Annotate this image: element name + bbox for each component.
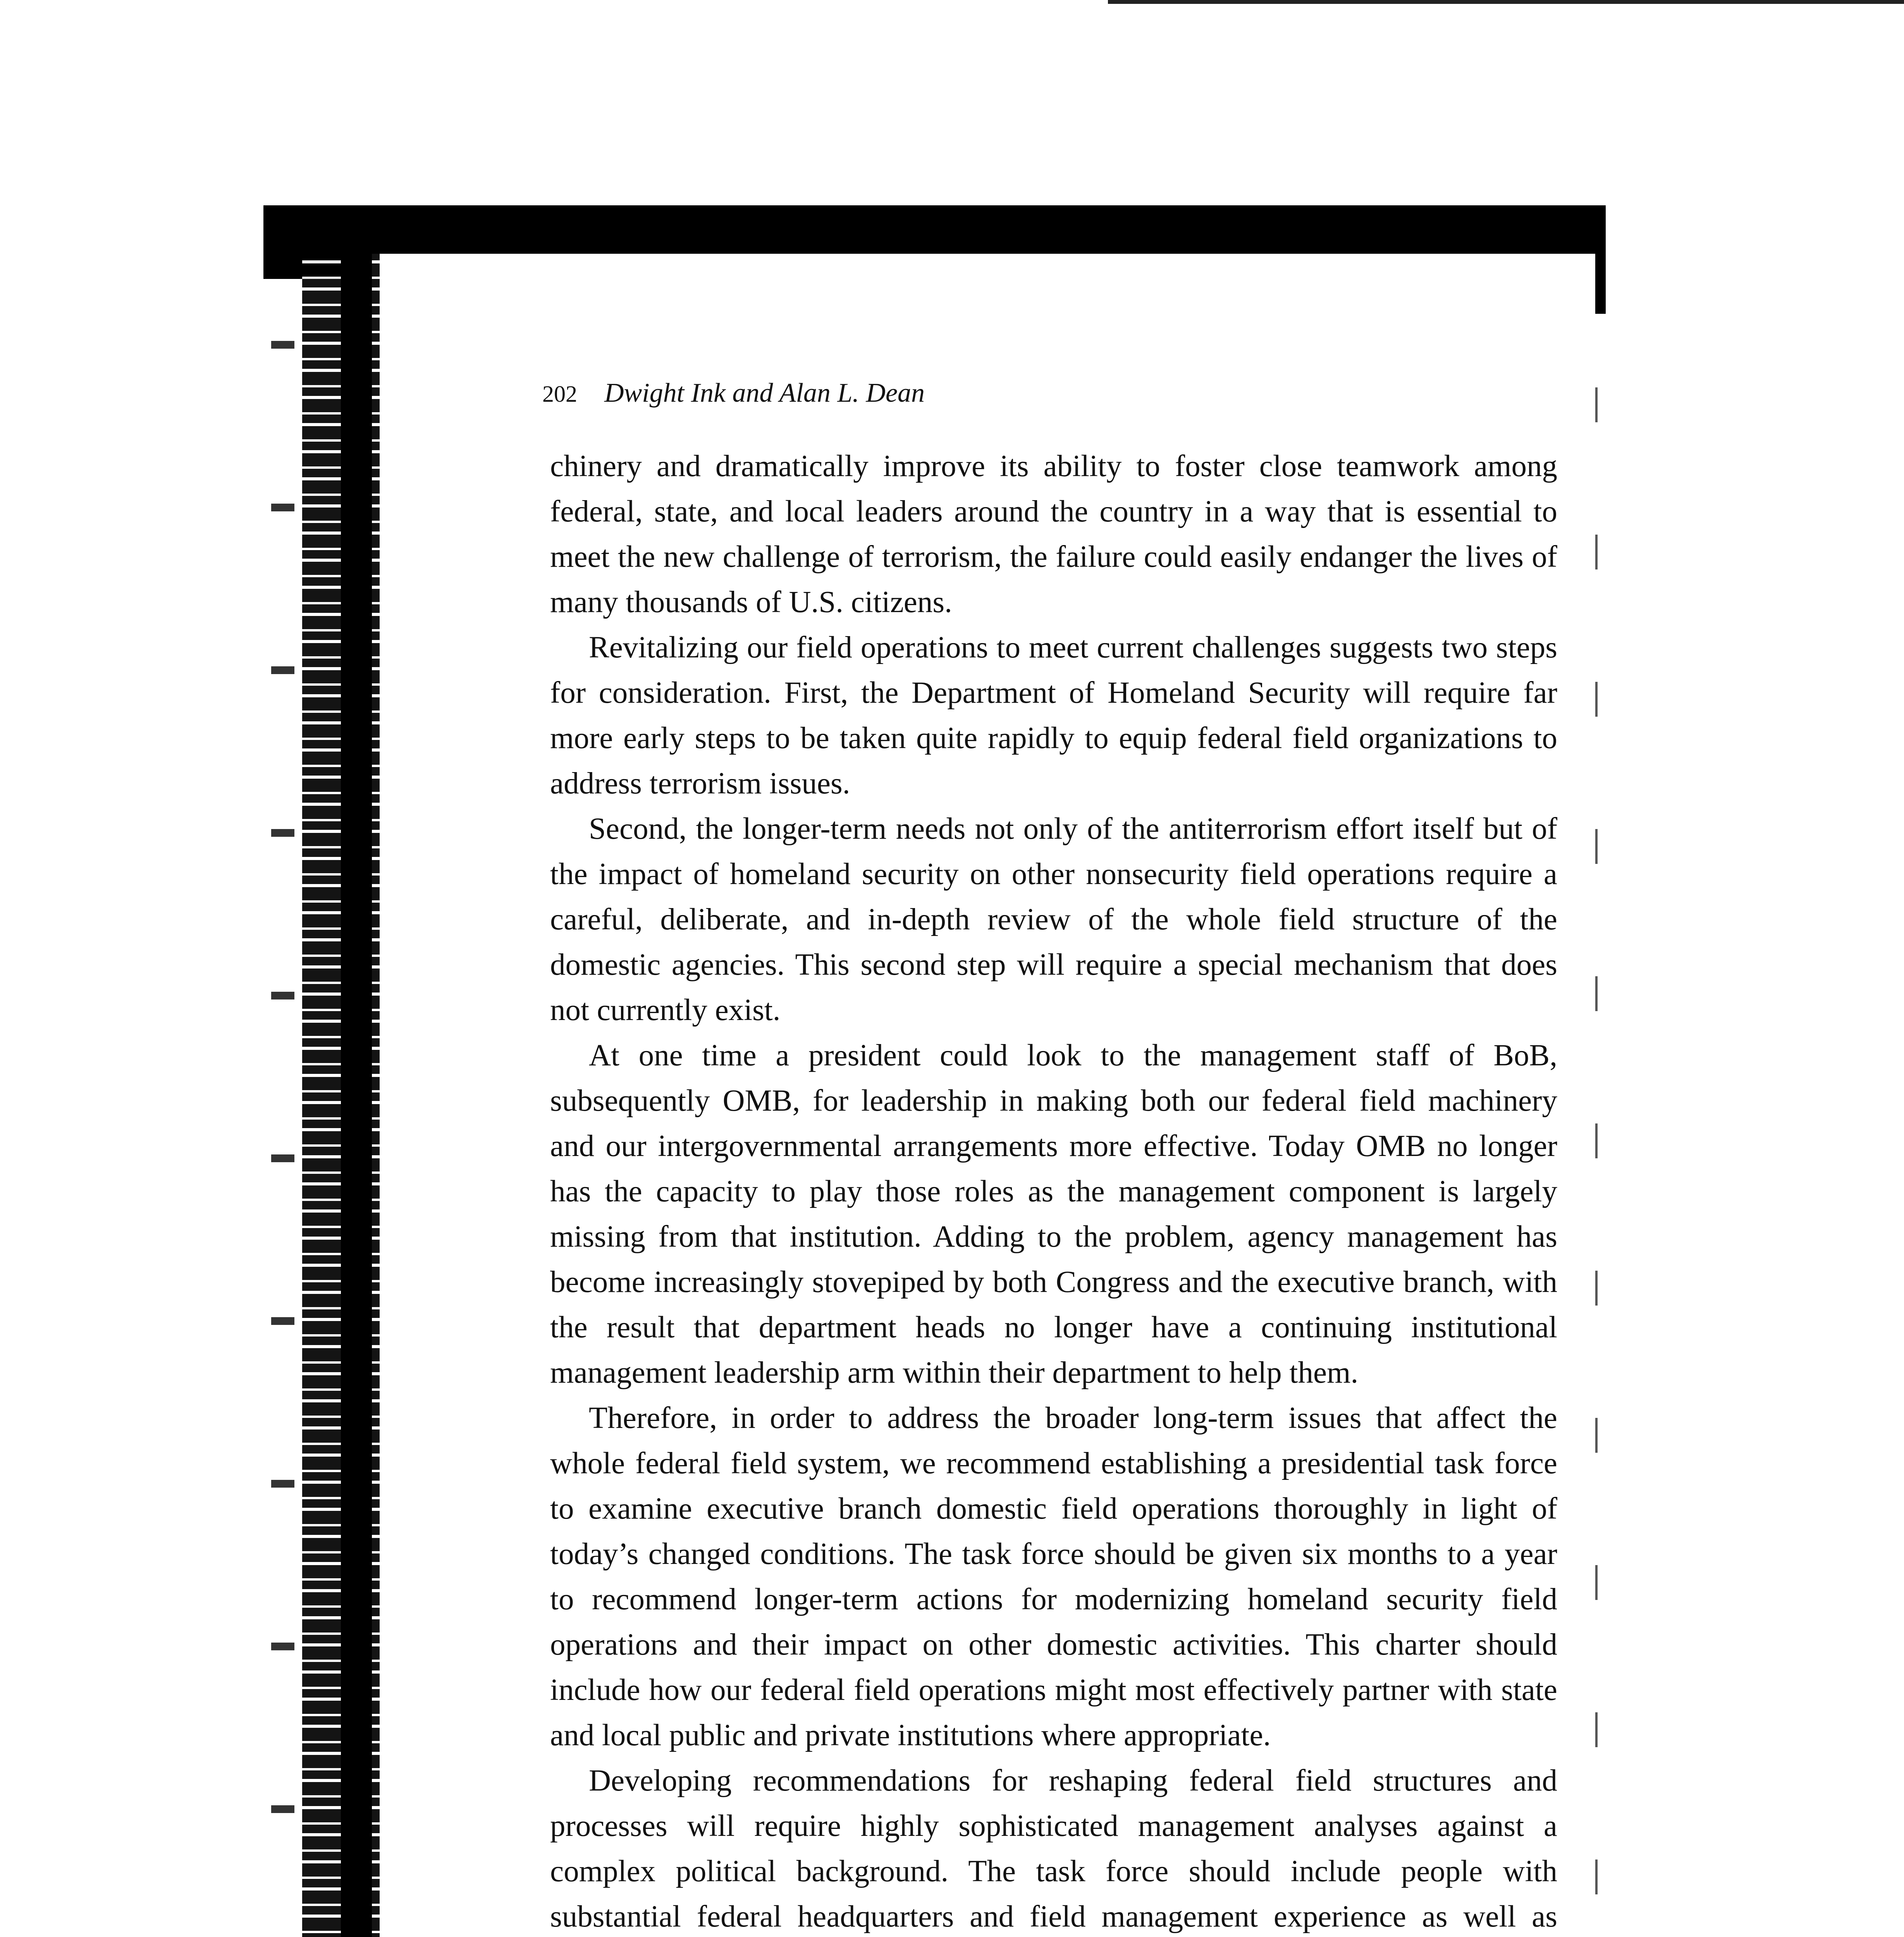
scan-top-edge-line: [1108, 0, 1904, 4]
scan-left-specks: [271, 271, 294, 1937]
body-text: [550, 444, 1557, 1937]
paragraph: Second, the longer-term needs not only of the antiterrorism effort itself but of the impact of homeland security on other nonsecurity field operations require a careful, deliberate, and in-depth review of the whole field structure of the domestic agencies. This second step will require a special mechanism that does not currently exist.: [550, 812, 1557, 1027]
page-number: 202: [542, 381, 577, 407]
running-head-authors: Dwight Ink and Alan L. Dean: [604, 378, 925, 408]
paragraph: Therefore, in order to address the broader long-term issues that affect the whole federal field system, we recommend establishing a presidential task force to examine executive branch domestic field operations thoroughly in light of today’s changed conditions. The task force should be given six months to a year to recommend longer-term actions for modernizing homeland security field operations and their impact on other domestic activities. This charter should include how our federal field operations might most effectively partner with state and local public and private institutions where appropriate.: [550, 1401, 1557, 1752]
scan-top-border: [263, 205, 1606, 254]
paragraph: Revitalizing our field operations to meet current challenges suggests two steps for consideration. First, the Department of Homeland Security will require far more early steps to be taken quite rapidly to equip federal field organizations to address terrorism issues.: [550, 631, 1557, 800]
scan-left-gutter-dark: [341, 252, 372, 1937]
scan-right-top-corner: [1595, 248, 1606, 314]
paragraph: Developing recommendations for reshaping federal field structures and processes will require highly sophisticated management analyses against a complex political background. The task force should include people with substantial federal headquarters and field management experience as well as: [550, 1764, 1557, 1934]
running-head: [542, 374, 1550, 413]
paragraph: At one time a president could look to the management staff of BoB, subsequently OMB, for leadership in making both our federal field machinery and our intergovernmental arrangements more effective. Today OMB no longer has the capacity to play those roles as the management component is largely missing from that institution. Adding to the problem, agency management has become increasingly stovepiped by both Congress and the executive branch, with the result that department heads no longer have a continuing institutional management leadership arm within their department to help them.: [550, 1039, 1557, 1390]
scan-right-edge: [1595, 387, 1598, 1937]
paragraph: chinery and dramatically improve its ability to foster close teamwork among federal, state, and local leaders around the country in a way that is essential to meet the new challenge of terrorism, the failure could easily endanger the lives of many thousands of U.S. citizens.: [550, 449, 1557, 619]
